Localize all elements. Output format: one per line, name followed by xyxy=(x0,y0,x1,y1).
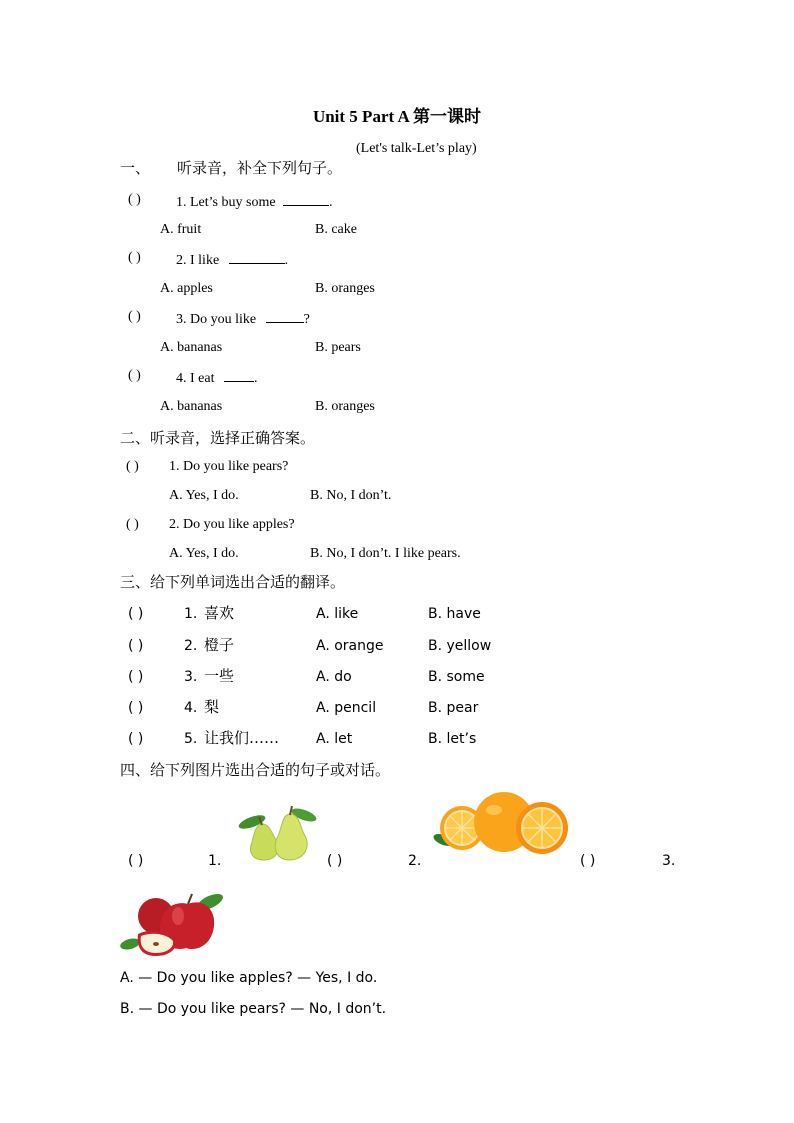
chinese-word: 一些 xyxy=(204,667,235,685)
orange-segments xyxy=(522,808,562,848)
question-text xyxy=(176,251,288,268)
answer-parentheses: ( ) xyxy=(128,638,144,654)
row-number: 4. xyxy=(184,700,198,716)
pear-left xyxy=(251,824,279,860)
answer-parentheses: ( ) xyxy=(126,459,139,474)
oranges-icon xyxy=(432,790,572,858)
option-a: A. bananas xyxy=(160,399,223,414)
answer-parentheses: ( ) xyxy=(128,700,144,716)
question-text xyxy=(176,310,310,327)
option-b: B. have xyxy=(428,606,481,622)
question-text-before: 2. I like xyxy=(176,253,220,268)
option-a: A. do xyxy=(316,669,352,685)
option-a: A. apples xyxy=(160,281,213,296)
section-1-heading: 听录音，补全下列句子。 xyxy=(177,159,343,177)
answer-parentheses: ( ) xyxy=(128,853,144,869)
option-a: A. orange xyxy=(316,638,384,654)
chinese-word: 让我们…… xyxy=(204,729,280,747)
option-a: A. let xyxy=(316,731,353,747)
section-2-heading: 二、听录音，选择正确答案。 xyxy=(120,429,316,447)
orange-highlight xyxy=(486,805,502,815)
answer-parentheses: ( ) xyxy=(128,606,144,622)
section-4-option-a: A. — Do you like apples? — Yes, I do. xyxy=(120,970,378,986)
option-b: B. pears xyxy=(315,340,361,355)
pear-right xyxy=(275,814,307,860)
section-3-heading: 三、给下列单词选出合适的翻译。 xyxy=(120,573,346,591)
answer-parentheses: ( ) xyxy=(128,309,141,324)
question-text-before: 1. Let’s buy some xyxy=(176,195,276,210)
item-number: 3. xyxy=(662,853,676,869)
option-a: A. like xyxy=(316,606,359,622)
apple-stem xyxy=(188,894,192,904)
question-text-before: 4. I eat xyxy=(176,371,215,386)
row-number: 1. xyxy=(184,606,198,622)
page-title: Unit 5 Part A 第一课时 xyxy=(312,107,482,126)
option-b: B. let’s xyxy=(428,731,477,747)
section-1-number: 一、 xyxy=(120,159,151,177)
option-b: B. No, I don’t. xyxy=(310,488,392,503)
apple-highlight xyxy=(172,907,184,925)
chinese-word: 橙子 xyxy=(204,636,235,654)
apples-icon xyxy=(118,890,228,958)
answer-parentheses: ( ) xyxy=(128,250,141,265)
section-4-option-b: B. — Do you like pears? — No, I don’t. xyxy=(120,1001,387,1017)
answer-parentheses: ( ) xyxy=(128,731,144,747)
option-a: A. pencil xyxy=(316,700,377,716)
row-number: 2. xyxy=(184,638,198,654)
answer-parentheses: ( ) xyxy=(128,669,144,685)
question-text-before: 3. Do you like xyxy=(176,312,257,327)
chinese-word: 梨 xyxy=(204,698,220,716)
question-text-after: . xyxy=(284,253,289,268)
question-text-after: . xyxy=(253,371,258,386)
answer-parentheses: ( ) xyxy=(580,853,596,869)
pears-icon xyxy=(232,802,322,862)
apple-leaf xyxy=(119,937,141,952)
option-a: A. Yes, I do. xyxy=(169,488,239,503)
answer-parentheses: ( ) xyxy=(128,368,141,383)
answer-parentheses: ( ) xyxy=(126,517,139,532)
option-a: A. Yes, I do. xyxy=(169,546,239,561)
row-number: 3. xyxy=(184,669,198,685)
option-a: A. bananas xyxy=(160,340,223,355)
option-b: B. pear xyxy=(428,700,479,716)
answer-parentheses: ( ) xyxy=(327,853,343,869)
item-number: 2. xyxy=(408,853,422,869)
answer-blank xyxy=(283,193,329,206)
option-b: B. some xyxy=(428,669,485,685)
pear-stem xyxy=(290,806,292,815)
question-text-after: ? xyxy=(303,312,310,327)
answer-parentheses: ( ) xyxy=(128,192,141,207)
apple-seed xyxy=(153,942,159,946)
row-number: 5. xyxy=(184,731,198,747)
section-4-heading: 四、给下列图片选出合适的句子或对话。 xyxy=(120,761,391,779)
option-b: B. cake xyxy=(315,222,357,237)
question-text: 1. Do you like pears? xyxy=(169,459,289,474)
option-b: B. No, I don’t. I like pears. xyxy=(310,546,461,561)
item-number: 1. xyxy=(208,853,222,869)
page-subtitle: (Let's talk-Let’s play) xyxy=(356,141,477,156)
orange-segments xyxy=(445,811,479,845)
question-text: 2. Do you like apples? xyxy=(169,517,295,532)
answer-blank xyxy=(229,251,285,264)
option-b: B. oranges xyxy=(315,399,375,414)
chinese-word: 喜欢 xyxy=(204,604,235,622)
answer-blank xyxy=(266,310,304,323)
question-text xyxy=(176,193,333,210)
question-text-after: . xyxy=(329,195,333,210)
option-b: B. yellow xyxy=(428,638,492,654)
option-a: A. fruit xyxy=(160,222,202,237)
option-b: B. oranges xyxy=(315,281,375,296)
question-text xyxy=(176,369,257,386)
answer-blank xyxy=(224,369,254,382)
